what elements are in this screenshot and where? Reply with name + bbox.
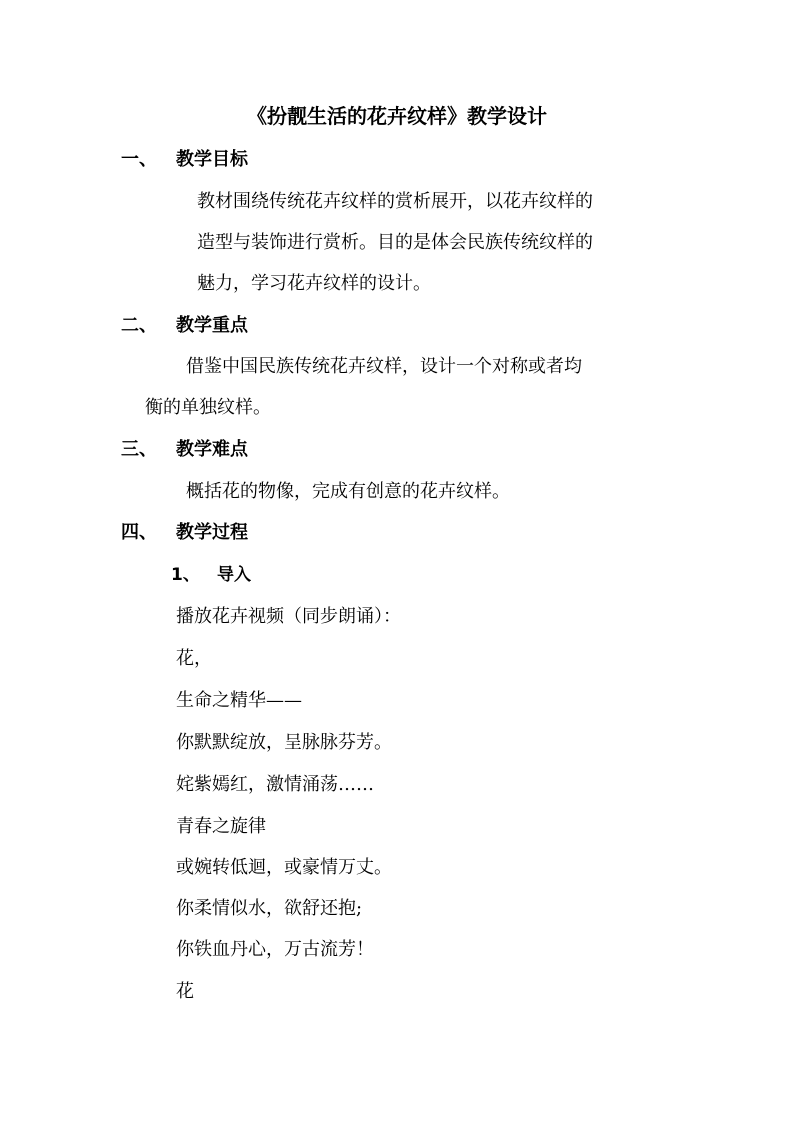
poem-line: 花 xyxy=(176,981,194,1002)
poem-line: 或婉转低迴，或豪情万丈。 xyxy=(176,857,392,878)
paragraph-line: 概括花的物像，完成有创意的花卉纹样。 xyxy=(186,481,510,502)
poem-line: 你柔情似水，欲舒还抱; xyxy=(176,898,363,919)
poem-line: 花， xyxy=(176,648,212,669)
poem-line: 姹紫嫣红，激情涌荡…… xyxy=(176,774,374,795)
paragraph-line: 魅力，学习花卉纹样的设计。 xyxy=(197,273,431,294)
subsection-title: 导入 xyxy=(217,565,251,585)
section-title: 教学重点 xyxy=(176,315,248,336)
document-title: 《扮靓生活的花卉纹样》教学设计 xyxy=(247,104,547,128)
subsection-number: 1、 xyxy=(171,565,200,585)
section-number: 二、 xyxy=(121,315,157,336)
poem-line: 播放花卉视频（同步朗诵）： xyxy=(176,606,401,627)
section-title: 教学过程 xyxy=(176,522,248,543)
section-number: 四、 xyxy=(121,522,157,543)
section-title: 教学目标 xyxy=(176,149,248,170)
poem-line: 你铁血丹心，万古流芳！ xyxy=(176,939,374,960)
poem-line: 青春之旋律 xyxy=(176,816,266,837)
section-number: 三、 xyxy=(121,439,157,460)
paragraph-line: 衡的单独纹样。 xyxy=(145,397,271,418)
paragraph-line: 造型与装饰进行赏析。目的是体会民族传统纹样的 xyxy=(197,232,593,253)
section-title: 教学难点 xyxy=(176,439,248,460)
paragraph-line: 教材围绕传统花卉纹样的赏析展开，以花卉纹样的 xyxy=(197,191,593,212)
section-number: 一、 xyxy=(121,149,157,170)
paragraph-line: 借鉴中国民族传统花卉纹样，设计一个对称或者均 xyxy=(186,356,582,377)
poem-line: 生命之精华—— xyxy=(176,690,302,711)
poem-line: 你默默绽放，呈脉脉芬芳。 xyxy=(176,732,392,753)
